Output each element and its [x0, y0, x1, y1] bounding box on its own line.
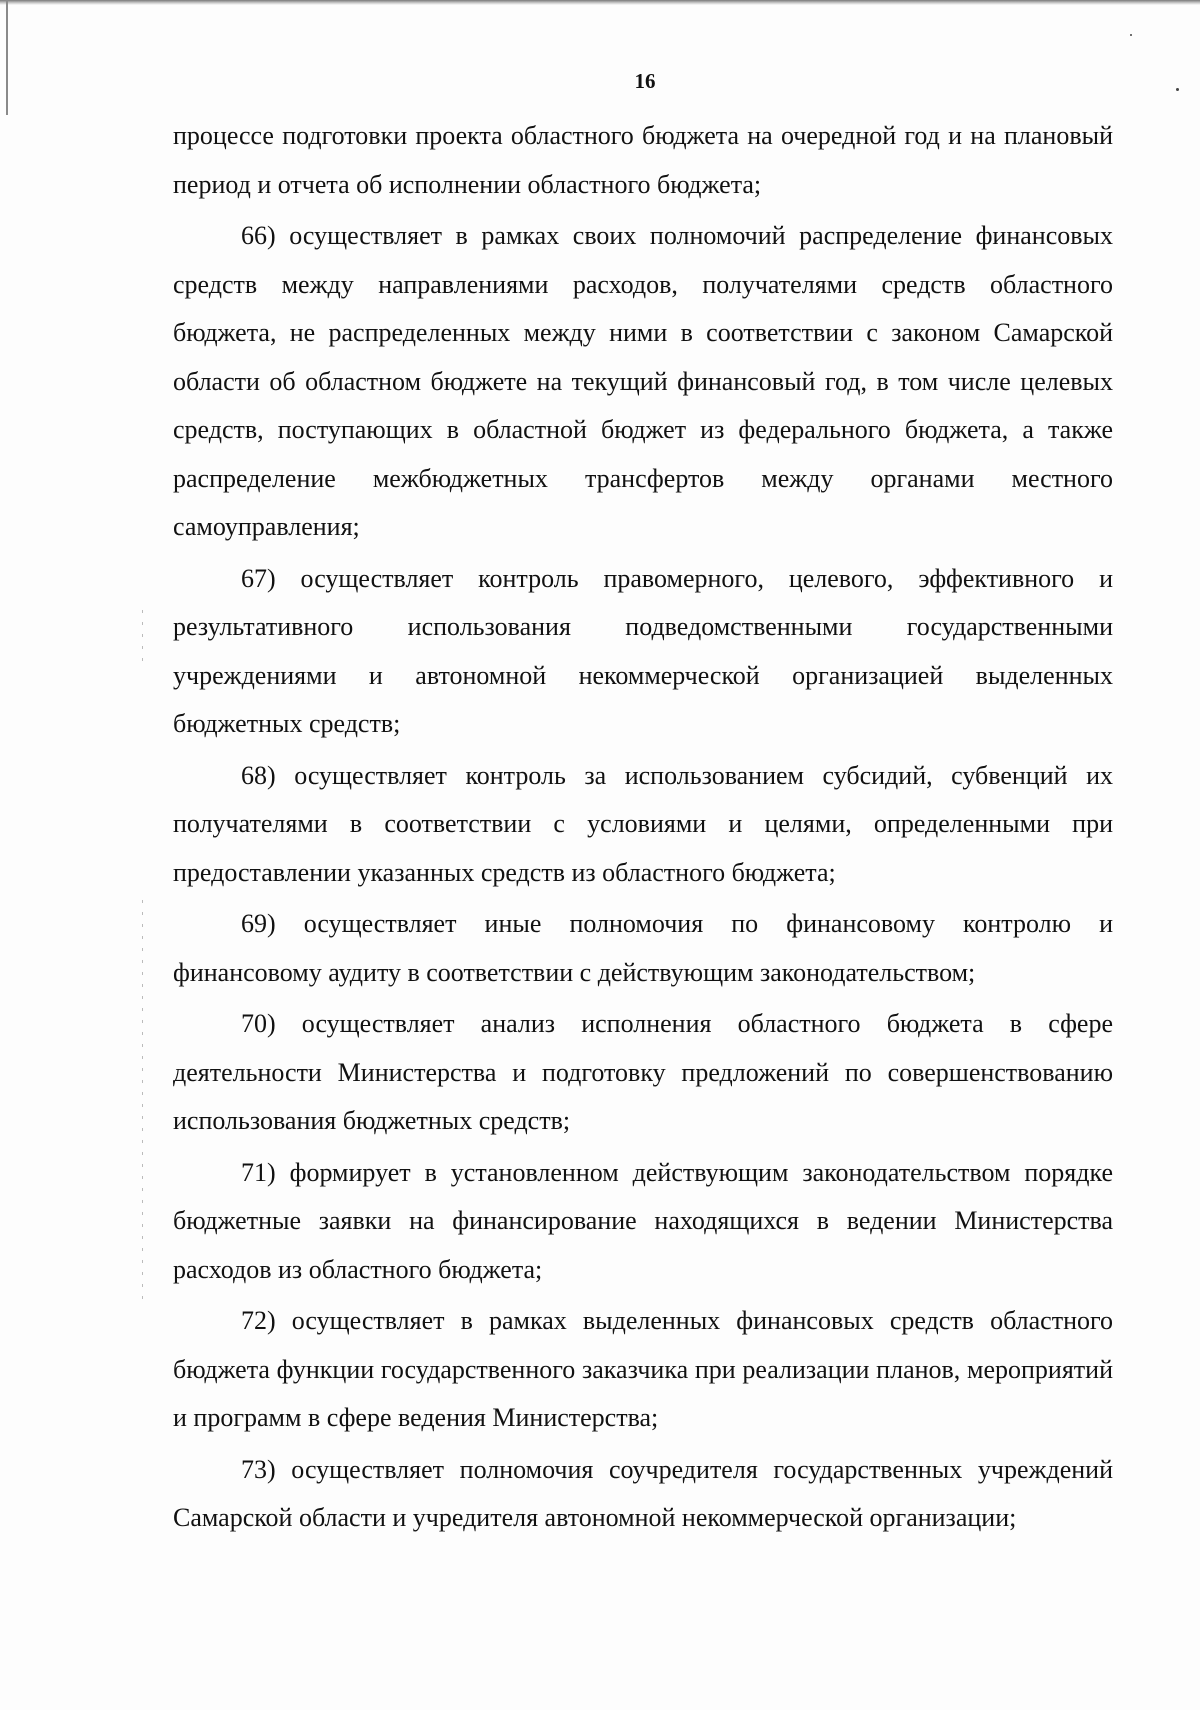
scan-margin-marks — [142, 900, 143, 1300]
paragraph-item-72: 72) осуществляет в рамках выделенных финансовых средств областного бюджета функции государственного заказчика при реализации планов, мероприятий и программ в сфере ведения Министерства; — [173, 1306, 1113, 1432]
paragraph-continuation: процессе подготовки проекта областного бюджета на очередной год и на плановый период и отчета об исполнении областного бюджета; — [173, 121, 1113, 199]
paragraph-item-70: 70) осуществляет анализ исполнения областного бюджета в сфере деятельности Министерства и подготовку предложений по совершенствованию использования бюджетных средств; — [173, 1009, 1113, 1135]
paragraph-item-73: 73) осуществляет полномочия соучредителя государственных учреждений Самарской области и учредителя автономной некоммерческой организации; — [173, 1454, 1113, 1532]
page-number: 16 — [634, 69, 656, 93]
scan-margin-marks — [142, 610, 143, 670]
paragraph-item-69: 69) осуществляет иные полномочия по финансовому контролю и финансовому аудиту в соответствии с действующим законодательством; — [173, 909, 1113, 987]
paragraph-item-68: 68) осуществляет контроль за использованием субсидий, субвенций их получателями в соответствии с условиями и целями, определенными при предоставлении указанных средств из областного бюджета; — [173, 760, 1113, 887]
document-body — [173, 112, 1113, 1543]
scan-top-edge — [0, 0, 1200, 5]
scan-speck — [1130, 34, 1132, 36]
paragraph-item-67: 67) осуществляет контроль правомерного, целевого, эффективного и результативного использования подведомственными государственными учреждениями и автономной некоммерческой организацией выделенных бюджетных средств; — [173, 563, 1113, 738]
paragraph-item-66: 66) осуществляет в рамках своих полномочий распределение финансовых средств между направлениями расходов, получателями средств областного бюджета, не распределенных между ними в соответствии с законом Самарской области об областном бюджете на текущий финансовый год, в том числе целевых средств, поступающих в областной бюджет из федерального бюджета, а также распределение межбюджетных трансфертов между органами местного самоуправления; — [173, 221, 1113, 541]
scan-left-edge — [6, 0, 8, 115]
paragraph-item-71: 71) формирует в установленном действующим законодательством порядке бюджетные заявки на финансирование находящихся в ведении Министерства расходов из областного бюджета; — [173, 1157, 1113, 1284]
